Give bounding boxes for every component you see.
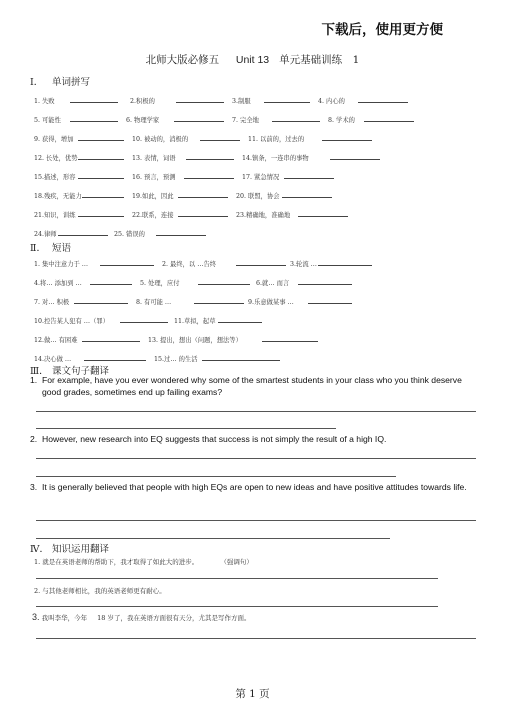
vocab-item: 9. 获得，增加 [34, 136, 74, 143]
answer-blank[interactable] [70, 115, 118, 122]
section-4-number: Ⅳ． [30, 544, 49, 555]
vocab-item: 19.如此，因此 [132, 193, 174, 200]
section-3-title: 课文句子翻译 [52, 366, 110, 377]
answer-blank[interactable] [178, 191, 228, 198]
section-1-title: 单词拼写 [52, 77, 91, 88]
answer-blank[interactable] [70, 96, 118, 103]
phrase-item: 8. 有可能 … [136, 299, 172, 306]
phrase-item: 6.就… 而言 [256, 280, 290, 287]
vocab-item: 25. 错误的 [114, 231, 145, 238]
sentence-text: It is generally believed that people with high EQs are open to new ideas and have positive attitudes towards life. [42, 482, 467, 492]
translation-3 [32, 612, 251, 622]
phrase-item: 2. 最终，以 …告终 [162, 261, 217, 268]
vocab-item: 7. 完全地 [232, 117, 259, 124]
answer-blank[interactable] [184, 172, 234, 179]
answer-blank[interactable] [90, 278, 132, 285]
translation-hint: （强调句） [220, 558, 253, 566]
answer-blank[interactable] [358, 96, 408, 103]
phrase-item: 1. 集中注意力于 … [34, 261, 89, 268]
vocab-item: 13. 表情，词语 [132, 155, 176, 162]
sentence-2 [30, 433, 472, 445]
section-1-number: Ⅰ． [30, 77, 44, 88]
phrase-row-6 [34, 354, 282, 363]
answer-blank[interactable] [198, 278, 250, 285]
answer-blank[interactable] [58, 229, 108, 236]
vocab-item: 2.积极的 [130, 98, 155, 105]
answer-line[interactable] [36, 520, 476, 521]
answer-blank[interactable] [202, 354, 280, 361]
vocab-item: 23.精确地，准确地 [236, 212, 291, 219]
answer-blank[interactable] [284, 172, 334, 179]
title-unit: Unit 13 [235, 54, 270, 66]
phrase-row-3 [34, 297, 354, 306]
section-1-heading [30, 74, 90, 88]
vocab-item: 22.联系，连接 [132, 212, 174, 219]
phrase-row-1 [34, 259, 374, 268]
vocab-item: 11. 以前的，过去的 [248, 136, 305, 143]
phrase-item: 9.乐意做某事 … [248, 299, 294, 306]
answer-line[interactable] [36, 538, 390, 539]
section-4-title: 知识运用翻译 [52, 544, 110, 555]
answer-blank[interactable] [78, 134, 124, 141]
answer-blank[interactable] [82, 335, 140, 342]
translation-number: 3. [32, 612, 40, 622]
answer-blank[interactable] [318, 259, 372, 266]
answer-blank[interactable] [178, 210, 228, 217]
title-textbook: 北师大版必修五 [145, 54, 220, 66]
translation-2 [34, 586, 166, 595]
vocab-item: 24.律师 [34, 231, 57, 238]
sentence-text: However, new research into EQ suggests that success is not simply the result of a high IQ. [42, 434, 387, 444]
vocab-row-8 [34, 229, 208, 238]
translation-age: 18 [97, 614, 106, 622]
answer-blank[interactable] [194, 297, 244, 304]
answer-blank[interactable] [322, 134, 372, 141]
phrase-item: 5. 处理，应付 [140, 280, 180, 287]
answer-blank[interactable] [78, 172, 124, 179]
sentence-number: 1. [30, 375, 38, 385]
page-number: 第 1 页 [235, 688, 270, 700]
answer-blank[interactable] [330, 153, 380, 160]
answer-line[interactable] [36, 411, 476, 412]
answer-blank[interactable] [236, 259, 286, 266]
vocab-item: 10. 被动的，消极的 [132, 136, 189, 143]
section-2-title: 短语 [52, 243, 72, 254]
vocab-item: 6. 物理学家 [126, 117, 160, 124]
answer-line[interactable] [36, 578, 438, 579]
vocab-row-4 [34, 153, 382, 162]
phrase-item: 4.将… 添加到 … [34, 280, 82, 287]
vocab-row-3 [34, 134, 374, 143]
download-banner: 下载后，使用更方便 [321, 22, 443, 38]
answer-blank[interactable] [272, 115, 320, 122]
answer-blank[interactable] [174, 115, 224, 122]
answer-blank[interactable] [298, 210, 348, 217]
answer-line[interactable] [36, 476, 396, 477]
vocab-item: 15.描述，形容 [34, 174, 76, 181]
phrase-item: 10.控告某人犯有 …（罪） [34, 318, 109, 325]
answer-blank[interactable] [82, 191, 124, 198]
section-3-number: Ⅲ． [30, 366, 49, 377]
vocab-item: 18.残疾，无能力 [34, 193, 82, 200]
vocab-row-1 [34, 96, 410, 105]
translation-text: 岁了，我在英语方面很有天分，尤其是写作方面。 [107, 614, 251, 622]
answer-blank[interactable] [186, 153, 234, 160]
phrase-item: 11.草拟，起草 [174, 318, 216, 325]
section-4-heading [30, 541, 109, 555]
sentence-number: 2. [30, 434, 38, 444]
sentence-text: For example, have you ever wondered why some of the smartest students in your class who you think deserve good grades, sometimes end up failing exams? [42, 375, 462, 397]
vocab-item: 5. 可能性 [34, 117, 61, 124]
phrase-item: 14.决心做 … [34, 356, 72, 363]
title-subject: 单元基础训练 1 [279, 54, 360, 66]
vocab-item: 14.镇条，一连串的事物 [242, 155, 309, 162]
vocab-row-5 [34, 172, 336, 181]
sentence-number: 3. [30, 482, 38, 492]
vocab-item: 8. 学术的 [328, 117, 355, 124]
section-2-heading [30, 240, 71, 254]
vocab-item: 1. 失败 [34, 98, 55, 105]
phrase-item: 13. 提出，想出（问题，想法等） [148, 337, 242, 344]
vocab-item: 17. 紧急情况 [242, 174, 280, 181]
vocab-row-7 [34, 210, 350, 219]
answer-blank[interactable] [262, 335, 318, 342]
answer-blank[interactable] [298, 278, 352, 285]
phrase-row-5 [34, 335, 320, 344]
vocab-item: 4. 内心的 [318, 98, 345, 105]
phrase-item: 3.轮流 … [290, 261, 317, 268]
sentence-3 [30, 481, 472, 493]
sentence-1 [30, 374, 472, 398]
page-title [0, 52, 505, 67]
answer-blank[interactable] [308, 297, 352, 304]
answer-blank[interactable] [282, 191, 332, 198]
answer-blank[interactable] [100, 259, 154, 266]
answer-line[interactable] [36, 606, 438, 607]
phrase-item: 15.过… 的生活 [154, 356, 198, 363]
section-2-number: Ⅱ． [30, 243, 46, 254]
translation-text: 1. 就是在英语老师的帮助下，我才取得了如此大的进步。 [34, 558, 199, 566]
answer-blank[interactable] [200, 134, 240, 141]
answer-blank[interactable] [120, 316, 168, 323]
answer-line[interactable] [36, 638, 476, 639]
phrase-item: 12.做… 有困难 [34, 337, 78, 344]
phrase-row-2 [34, 278, 354, 287]
translation-text: 2. 与其他老师相比，我的英语老师更有耐心。 [34, 587, 166, 595]
answer-line[interactable] [36, 428, 336, 429]
vocab-item: 20. 联盟，协会 [236, 193, 280, 200]
vocab-item: 12. 长处，优势 [34, 155, 78, 162]
translation-text: 我叫李华，今年 [41, 614, 88, 622]
answer-blank[interactable] [156, 229, 206, 236]
vocab-item: 21.知识，训练 [34, 212, 76, 219]
phrase-item: 7. 对… 积极 [34, 299, 70, 306]
answer-blank[interactable] [74, 297, 128, 304]
answer-line[interactable] [36, 458, 476, 459]
answer-blank[interactable] [78, 153, 124, 160]
phrase-row-4 [34, 316, 264, 325]
answer-blank[interactable] [176, 96, 224, 103]
answer-blank[interactable] [84, 354, 146, 361]
answer-blank[interactable] [218, 316, 262, 323]
vocab-row-2 [34, 115, 416, 124]
answer-blank[interactable] [264, 96, 310, 103]
vocab-row-6 [34, 191, 334, 200]
translation-1 [34, 557, 253, 566]
answer-blank[interactable] [364, 115, 414, 122]
vocab-item: 16. 预言，预测 [132, 174, 176, 181]
answer-blank[interactable] [78, 210, 124, 217]
vocab-item: 3.制服 [232, 98, 251, 105]
